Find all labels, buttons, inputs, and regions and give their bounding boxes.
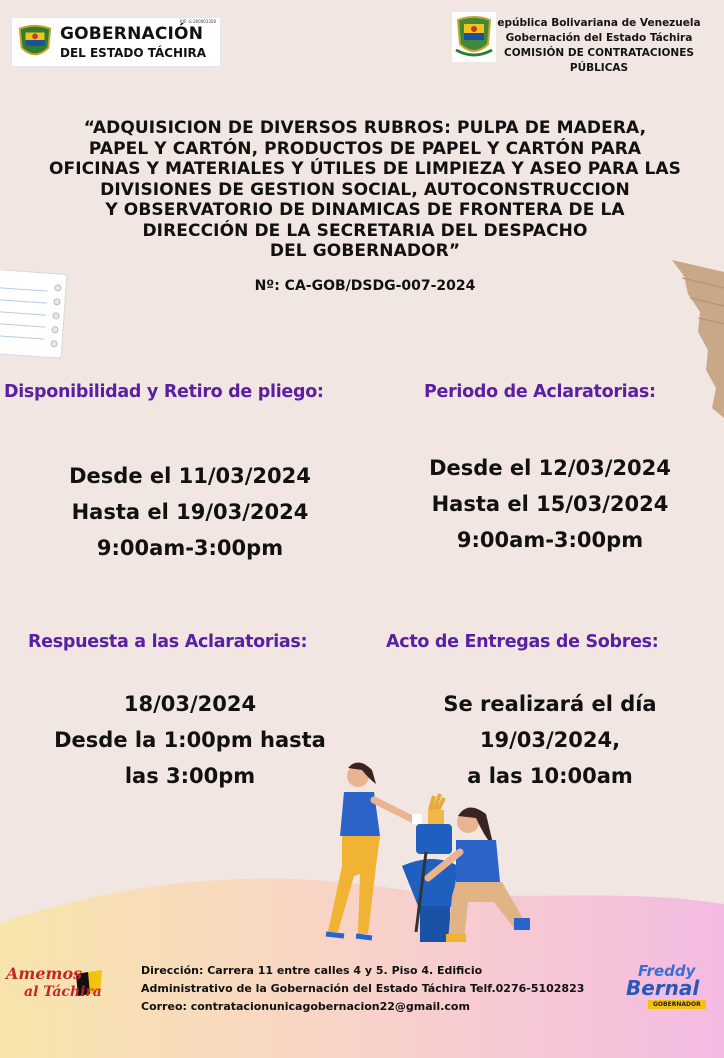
process-number: Nº: CA-GOB/DSDG-007-2024 xyxy=(254,278,476,294)
footer-email: Correo: contratacionunicagobernacion22@gmail.com xyxy=(141,1000,470,1013)
coat-of-arms-icon xyxy=(16,23,54,61)
tachira-seal-icon xyxy=(452,12,496,62)
title-line: PAPEL Y CARTÓN, PRODUCTOS DE PAPEL Y CARTÓN PARA xyxy=(88,138,642,159)
cleaning-people-illustration xyxy=(318,756,534,952)
logo-line-2: DEL ESTADO TÁCHIRA xyxy=(60,45,207,60)
entrega-line: 19/03/2024, xyxy=(479,728,621,752)
header-publicas: PÚBLICAS xyxy=(569,62,629,74)
notebook-decoration xyxy=(0,270,70,360)
heading-respuesta-aclaratorias: Respuesta a las Aclaratorias: xyxy=(28,632,308,652)
aclaratorias-line: Hasta el 15/03/2024 xyxy=(431,492,669,516)
amemos-text: Amemos xyxy=(6,964,83,983)
aclaratorias-line: 9:00am-3:00pm xyxy=(456,528,644,552)
title-line: DIRECCIÓN DE LA SECRETARIA DEL DESPACHO xyxy=(142,220,588,241)
footer-address-1: Dirección: Carrera 11 entre calles 4 y 5. Piso 4. Edificio xyxy=(141,964,483,977)
header-comision: COMISIÓN DE CONTRATACIONES xyxy=(504,47,694,59)
footer-address-2: Administrativo de la Gobernación del Estado Táchira Telf.0276-5102823 xyxy=(141,982,585,995)
title-line: Y OBSERVATORIO DE DINAMICAS DE FRONTERA DE LA xyxy=(105,200,625,220)
gobernador-badge: GOBERNADOR xyxy=(648,1000,706,1009)
respuesta-line: las 3:00pm xyxy=(124,764,256,788)
heading-entrega-sobres: Acto de Entregas de Sobres: xyxy=(386,632,659,652)
title-line: DIVISIONES DE GESTION SOCIAL, AUTOCONSTRUCCION xyxy=(100,179,630,200)
aclaratorias-line: Desde el 12/03/2024 xyxy=(429,456,671,480)
gobernacion-logo xyxy=(12,18,220,66)
torn-paper-decoration xyxy=(668,258,724,418)
respuesta-line: 18/03/2024 xyxy=(123,692,257,716)
logo-line-1: GOBERNACIÓN xyxy=(60,23,204,44)
title-line: “ADQUISICION DE DIVERSOS RUBROS: PULPA DE MADERA, xyxy=(83,118,647,138)
footer-contact xyxy=(141,962,611,1016)
entrega-line: Se realizará el día xyxy=(443,692,657,716)
entrega-line: a las 10:00am xyxy=(467,764,633,788)
respuesta-dates xyxy=(20,686,360,794)
amemos-tachira-logo xyxy=(6,962,106,1006)
title-line: OFICINAS Y MATERIALES Y ÚTILES DE LIMPIEZA Y ASEO PARA LAS xyxy=(48,159,682,179)
retiro-line: 9:00am-3:00pm xyxy=(96,536,284,560)
retiro-pliego-dates xyxy=(20,458,360,566)
freddy-bernal-logo xyxy=(620,962,716,1012)
retiro-line: Hasta el 19/03/2024 xyxy=(71,500,309,524)
respuesta-line: Desde la 1:00pm hasta xyxy=(54,728,326,752)
retiro-line: Desde el 11/03/2024 xyxy=(69,464,311,488)
heading-retiro-pliego: Disponibilidad y Retiro de pliego: xyxy=(4,382,324,402)
institution-header xyxy=(496,16,702,76)
logo-rif: RIF: G-200001350 xyxy=(179,19,216,24)
freddy-text: Freddy xyxy=(638,962,696,980)
header-republic: epública Bolivariana de Venezuela xyxy=(497,17,701,29)
document-title xyxy=(40,118,690,262)
bernal-text: Bernal xyxy=(626,976,700,1000)
al-tachira-text: al Táchira xyxy=(24,984,102,1000)
title-line: DEL GOBERNADOR” xyxy=(269,241,461,261)
header-gobernacion: Gobernación del Estado Táchira xyxy=(505,32,693,44)
aclaratorias-dates xyxy=(380,450,720,558)
heading-periodo-aclaratorias: Periodo de Aclaratorias: xyxy=(424,382,656,402)
